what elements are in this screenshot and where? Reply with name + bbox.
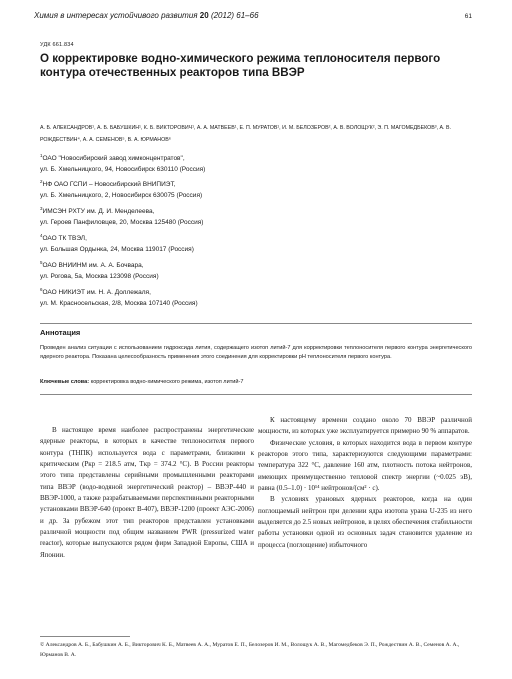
journal-volume: 20 (199, 11, 209, 20)
affiliation-number: 1 (40, 153, 43, 158)
affiliation-address: ул. М. Красносельская, 2/8, Москва 107140 (Россия) (40, 300, 198, 308)
divider-bottom (40, 394, 472, 395)
affiliation-item (40, 257, 159, 282)
affiliation-number: 3 (40, 206, 43, 211)
affiliation-address: ул. Б. Хмельницкого, 94, Новосибирск 630110 (Россия) (40, 166, 206, 174)
annotation-text: Проведен анализ ситуации с использованием гидроксида лития, содержащего изотоп литий-7 для корректировки теплоносителя первого контура энергетического ядерного реактора. Показана целесообразность применения этого соединения для корректировки pH теплоносителя первого контура. (40, 345, 472, 361)
affiliation-address: ул. Б. Хмельницкого, 2, Новосибирск 630075 (Россия) (40, 192, 203, 200)
affiliation-number: 6 (40, 287, 43, 292)
affiliation-number: 5 (40, 260, 43, 265)
affiliation-org: НФ ОАО ГСПИ – Новосибирский ВНИПИЭТ, (42, 181, 176, 189)
affiliation-number: 4 (40, 233, 43, 238)
body-paragraph: В условиях урановых ядерных реакторов, когда на один поглощаемый нейтрон при делении ядра изотопа урана U-235 из него выделяется до 2.5 новых нейтронов, в целях обеспечения стабильности работы установки одной из основных задач становится удаление из процесса (поглощение) избыточного (258, 495, 473, 549)
udk-code: УДК 661.834 (40, 42, 74, 48)
keywords-label: Ключевые слова: (40, 379, 90, 385)
affiliation-org: ОАО ВНИИНМ им. А. А. Бочвара, (42, 262, 144, 270)
affiliation-item (40, 176, 202, 201)
affiliation-address: ул. Героев Панфиловцев, 20, Москва 125480 (Россия) (40, 219, 204, 227)
body-paragraph: К настоящему времени создано около 70 ВВЭР различной мощности, из которых уже эксплуатируется примерно 90 % аппаратов. (258, 416, 472, 436)
copyright-footnote: © Александров А. Б., Бабушкин А. Б., Викторович К. Б., Матвеев А. А., Муратов Е. П., Белозеров И. М., Волощук А. В., Магомедбеков Э. П., Рождествин А. В., Семенов А. А., Юрманов В. А. (40, 642, 460, 658)
journal-year-pages: (2012) 61–66 (210, 11, 259, 20)
affiliation-org: ОАО НИКИЭТ им. Н. А. Доллежаля, (42, 289, 151, 297)
affiliation-item (40, 203, 203, 228)
affiliation-org: ОАО ТК ТВЭЛ, (42, 235, 87, 243)
annotation-heading: Аннотация (40, 328, 81, 337)
running-header (34, 11, 259, 20)
keywords (40, 379, 243, 385)
affiliation-item (40, 230, 194, 255)
affiliation-item (40, 150, 205, 175)
divider-top (40, 323, 472, 324)
affiliation-address: ул. Большая Ордынка, 24, Москва 119017 (Россия) (40, 246, 194, 254)
journal-name: Химия в интересах устойчивого развития (34, 11, 198, 20)
affiliation-number: 2 (40, 179, 43, 184)
footnote-rule (40, 636, 130, 637)
page-number: 61 (464, 13, 472, 20)
body-column-right (258, 415, 472, 551)
affiliation-org: ИМСЭН РХТУ им. Д. И. Менделеева, (42, 208, 155, 216)
affiliation-org: ОАО "Новосибирский завод химконцентратов", (42, 155, 185, 163)
keywords-text: корректировка водно-химического режима, изотоп литий-7 (90, 379, 244, 385)
author-list: А. Б. АЛЕКСАНДРОВ¹, А. Б. БАБУШКИН¹, К. Б. ВИКТОРОВИЧ¹, А. А. МАТВЕЕВ¹, Е. П. МУРАТОВ¹, И. М. БЕЛОЗЕРОВ², А. В. ВОЛОЩУК², Э. П. МАГОМЕДБЕКОВ³, А. В. РОЖДЕСТВИН⁴, А. А. СЕМЕНОВ⁵, В. А. ЮРМАНОВ⁶ (40, 125, 451, 143)
affiliation-address: ул. Рогова, 5а, Москва 123098 (Россия) (40, 273, 159, 281)
affiliation-item (40, 284, 198, 309)
body-column-left: В настоящее время наиболее распространены энергетические ядерные реакторы, в которых в качестве теплоносителя первого контура (ТНПК) используется вода с параметрами, близкими к критическим (Pкр = 218.5 атм, Tкр = 374.2 °C). В России реакторы этого типа представлены серийными промышленными реакторами типа ВВЭР (водо-водяной энергетический реактор) – ВВЭР-440 и ВВЭР-1000, а также разрабатываемыми перспективными реакторными установками ВВЭР-640 (проект В-407), ВВЭР-1200 (проект АЭС-2006) и др. За рубежом этот тип реакторов представлен установками различной мощности под общим названием PWR (pressurized water reactor), которые выпускаются рядом фирм Западной Европы, США и Японии. (40, 426, 254, 559)
body-paragraph: Физические условия, в которых находится вода в первом контуре реакторов этого типа, характеризуются следующими параметрами: температура 322 °C, давление 160 атм, плотность потока нейтронов, имеющих преимущественно тепловой спектр энергии (~0.025 эВ), равна (0.5–1.0) · 10¹⁴ нейтронов/(см² · с). (258, 438, 472, 493)
article-title: О корректировке водно-химического режима теплоносителя первого контура отечественных реакторов типа ВВЭР (40, 52, 441, 79)
